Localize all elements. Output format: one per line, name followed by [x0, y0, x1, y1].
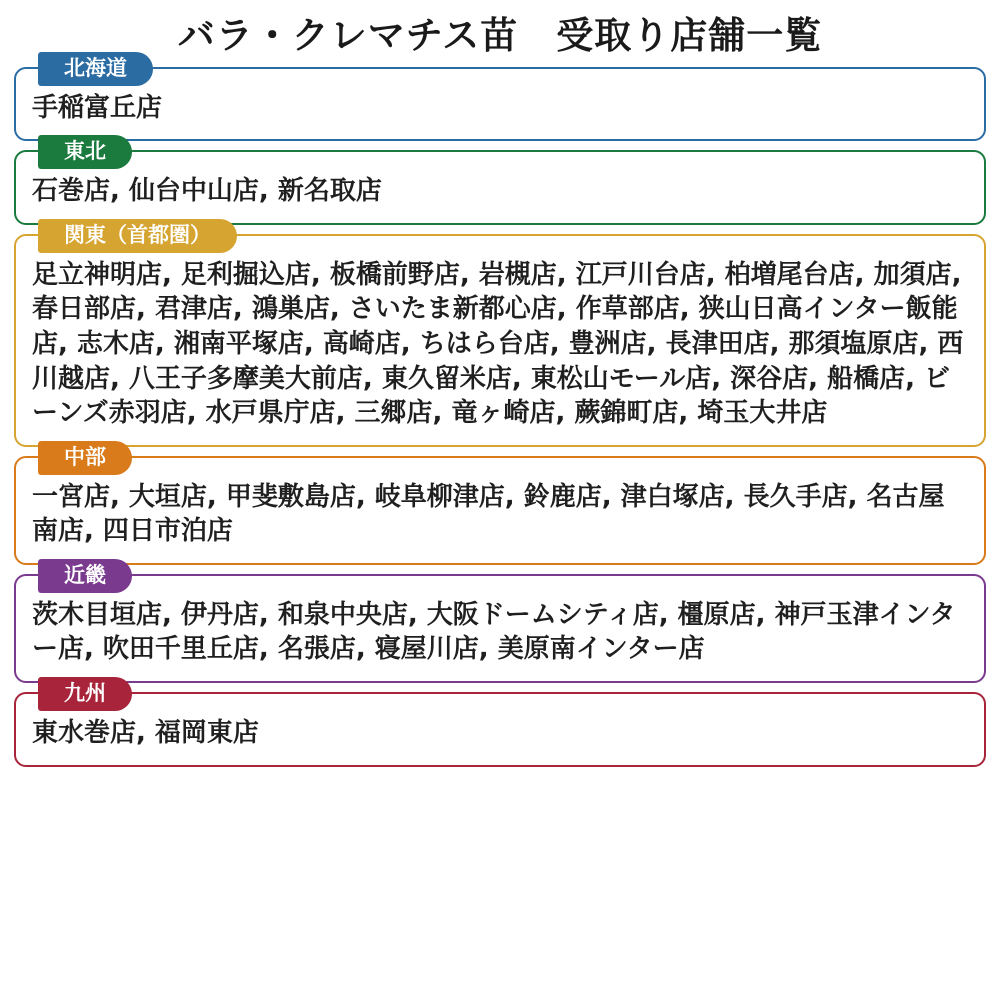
- region-sections: [14, 55, 986, 767]
- region-label-kanto: 関東（首都圏）: [38, 219, 237, 253]
- region-section-chubu: [14, 444, 986, 565]
- region-label-chubu: 中部: [38, 441, 132, 475]
- region-stores-kanto: 足立神明店, 足利掘込店, 板橋前野店, 岩槻店, 江戸川台店, 柏増尾台店, 加須店, 春日部店, 君津店, 鴻巣店, さいたま新都心店, 作草部店, 狭山日高インター飯能店, 志木店, 湘南平塚店, 高崎店, ちはら台店, 豊洲店, 長津田店, 那須塩原店, 西川越店, 八王子多摩美大前店, 東久留米店, 東松山モール店, 深谷店, 船橋店, ビーンズ赤羽店, 水戸県庁店, 三郷店, 竜ヶ崎店, 蕨錦町店, 埼玉大井店: [32, 259, 964, 429]
- region-stores-chubu: 一宮店, 大垣店, 甲斐敷島店, 岐阜柳津店, 鈴鹿店, 津白塚店, 長久手店, 名古屋南店, 四日市泊店: [32, 481, 945, 547]
- region-label-hokkaido: 北海道: [38, 52, 153, 86]
- region-stores-hokkaido: 手稲富丘店: [32, 92, 163, 123]
- region-label-kinki: 近畿: [38, 559, 132, 593]
- region-section-kyushu: [14, 681, 986, 767]
- region-section-tohoku: [14, 139, 986, 225]
- region-label-kyushu: 九州: [38, 677, 132, 711]
- region-stores-kinki: 茨木目垣店, 伊丹店, 和泉中央店, 大阪ドームシティ店, 橿原店, 神戸玉津インター店, 吹田千里丘店, 名張店, 寝屋川店, 美原南インター店: [32, 599, 956, 665]
- region-section-kinki: [14, 562, 986, 683]
- region-stores-tohoku: 石巻店, 仙台中山店, 新名取店: [32, 176, 382, 207]
- region-section-kanto: [14, 222, 986, 447]
- region-label-tohoku: 東北: [38, 135, 132, 169]
- page-title: バラ・クレマチス苗 受取り店舗一覧: [177, 14, 823, 57]
- region-section-hokkaido: [14, 55, 986, 142]
- region-stores-kyushu: 東水巻店, 福岡東店: [32, 718, 259, 749]
